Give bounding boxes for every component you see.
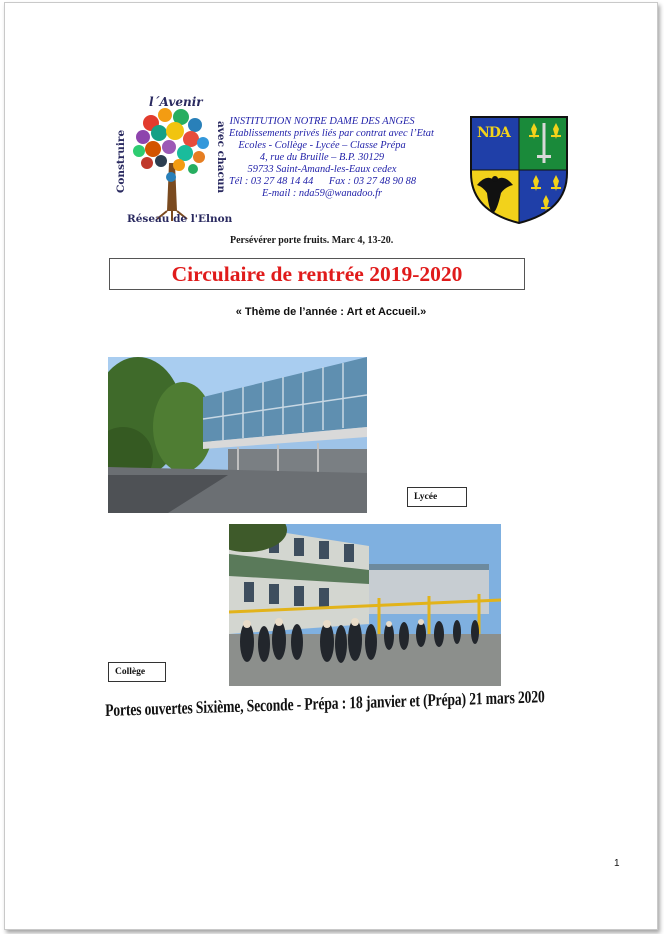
- institution-contract: Etablissements privés liés par contrat avec l’Etat: [229, 128, 434, 139]
- institution-levels: Ecoles - Collège - Lycée – Classe Prépa: [238, 140, 406, 151]
- logo-left-text: Construire: [115, 129, 127, 193]
- lycee-photo: [108, 357, 367, 513]
- college-caption: Collège: [108, 662, 166, 682]
- institution-city: 59733 Saint-Amand-les-Eaux cedex: [247, 164, 397, 175]
- institution-name: INSTITUTION NOTRE DAME DES ANGES: [229, 116, 415, 127]
- title-box: [109, 258, 525, 290]
- open-days-text: Portes ouvertes Sixième, Seconde - Prépa : 18 janvier et (Prépa) 21 mars 2020: [105, 686, 545, 720]
- crest-letters: NDA: [477, 125, 510, 141]
- institution-fax: Fax : 03 27 48 90 88: [328, 176, 417, 187]
- nda-crest: [469, 115, 569, 225]
- institution-email: E-mail : nda59@wanadoo.fr: [261, 188, 383, 199]
- institution-address: 4, rue du Bruille – B.P. 30129: [259, 152, 385, 163]
- page-title: Circulaire de rentrée 2019-2020: [171, 261, 463, 286]
- institution-header: [229, 116, 434, 200]
- logo-top-text: l´Avenir: [149, 95, 203, 109]
- lycee-caption: Lycée: [407, 487, 467, 507]
- reseau-elnon-logo: [111, 93, 233, 233]
- logo-bottom-text: Réseau de l'Elnon: [127, 213, 233, 225]
- institution-tel: Tél : 03 27 48 14 44: [229, 176, 314, 187]
- page-number: 1: [614, 858, 620, 869]
- theme-of-year: « Thème de l’année : Art et Accueil.»: [235, 306, 427, 318]
- college-photo: [229, 524, 501, 686]
- logo-right-text: avec chacun: [215, 121, 227, 194]
- document-page: [4, 2, 658, 930]
- motto: Persévérer porte fruits. Marc 4, 13-20.: [230, 235, 394, 246]
- institution-phone-fax: [229, 176, 415, 188]
